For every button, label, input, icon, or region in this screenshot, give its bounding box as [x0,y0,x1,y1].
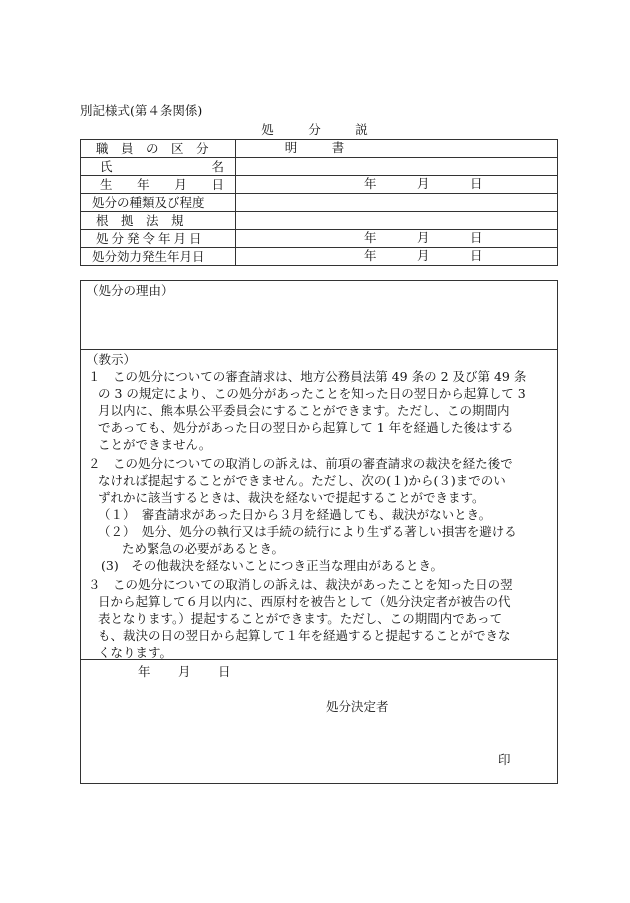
value-effective-date[interactable]: 年 月 日 [236,248,558,266]
divider [80,349,558,350]
value-name[interactable] [236,158,558,176]
seal-mark: 印 [498,752,511,767]
instruction-line: １ この処分についての審査請求は、地方公務員法第 49 条の 2 及び第 49 条 [88,369,527,384]
form-label: 別記様式(第４条関係) [80,103,203,118]
instruction-line: ため緊急の必要があるとき。 [122,541,285,556]
label-legal-basis: 根 拠 法 規 [81,212,236,230]
instruction-line: 日から起算して６月以内に、西原村を被告として（処分決定者が被告の代 [98,594,511,609]
document-title: 処 分 説 明 書 [261,122,403,155]
instruction-line: なければ提起することができません。ただし、次の(１)から(３)までのい [98,473,506,488]
instruction-line: （１） 審査請求があった日から３月を経過しても、裁決がないとき。 [98,507,492,522]
instruction-line: 表となります。）提起することができます。ただし、この期間内であって [98,611,503,626]
value-birthdate[interactable]: 年 月 日 [236,176,558,194]
row-effective-date [81,248,558,266]
instruction-line: ことができません。 [98,437,212,452]
label-disposition-type: 処分の種類及び程度 [81,194,236,212]
label-birthdate: 生 年 月 日 [81,176,236,194]
value-staff-type[interactable] [236,140,558,158]
instruction-line: であっても、処分があった日の翌日から起算して 1 年を経過した後はする [98,420,514,435]
value-legal-basis[interactable] [236,212,558,230]
footer-month: 月 [178,664,191,679]
footer-day: 日 [218,664,231,679]
instruction-line: の 3 の規定により、この処分があったことを知った日の翌日から起算して 3 [98,386,526,401]
row-name [81,158,558,176]
instruction-line: くなります。 [98,645,173,660]
row-disposition-type [81,194,558,212]
instruction-line: ３ この処分についての取消しの訴えは、裁決があったことを知った日の翌 [88,577,513,592]
decider-label: 処分決定者 [326,699,389,714]
instruction-line: 月以内に、熊本県公平委員会にすることができます。ただし、この期間内 [98,403,510,418]
row-staff-type [81,140,558,158]
instruction-line: も、裁決の日の翌日から起算して１年を経過すると提起することができな [98,628,511,643]
value-order-date[interactable]: 年 月 日 [236,230,558,248]
label-order-date: 処分発令年月日 [81,230,236,248]
label-staff-type: 職 員 の 区 分 [81,140,236,158]
footer-year: 年 [138,664,151,679]
instruction-line: ２ この処分についての取消しの訴えは、前項の審査請求の裁決を経た後で [88,456,513,471]
row-order-date [81,230,558,248]
reason-label: （処分の理由） [86,283,174,298]
instruction-line: ずれかに該当するときは、裁決を経ないで提起することができます。 [98,490,485,505]
instruction-line: (3) その他裁決を経ないことにつき正当な理由があるとき。 [101,558,443,573]
value-disposition-type[interactable] [236,194,558,212]
instruction-line: （２） 処分、処分の執行又は手続の続行により生ずる著しい損害を避ける [98,524,517,539]
row-birthdate [81,176,558,194]
instruction-label: （教示） [86,352,137,367]
label-name: 氏 名 [81,158,236,176]
info-table [80,139,558,266]
row-legal-basis [81,212,558,230]
label-effective-date: 処分効力発生年月日 [81,248,236,266]
